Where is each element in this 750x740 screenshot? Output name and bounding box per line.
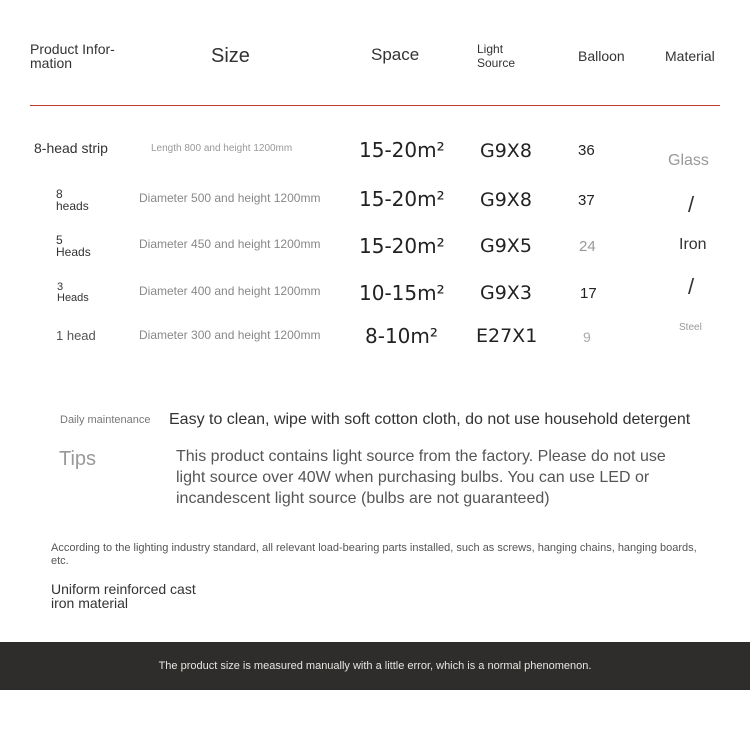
row-3-name: 5 Heads [56,233,91,259]
maintenance-label: Daily maintenance [60,414,151,426]
material-separator-2: / [688,274,695,299]
tips-label: Tips [59,448,97,470]
tips-text: This product contains light source from the factory. Please do not use light source over 40W when purchasing bulbs. You can use LED or incandescent light source (bulbs are not guaranteed) [176,448,666,507]
row-5-balloon: 9 [583,329,591,345]
material-glass: Glass [668,152,709,169]
header-space: Space [371,45,420,64]
row-2-size: Diameter 500 and height 1200mm [139,191,321,205]
row-4-name: 3 Heads [57,281,89,304]
row-3-source: G9X5 [480,235,532,257]
footer-text: The product size is measured manually with a little error, which is a normal phenomenon. [158,660,592,672]
header-material: Material [665,48,715,64]
row-4-balloon: 17 [580,285,597,302]
row-1-space: 15-20m² [359,138,445,162]
header-balloon: Balloon [578,48,625,64]
row-2-source: G9X8 [480,189,532,211]
row-3-space: 15-20m² [359,234,445,258]
row-1-balloon: 36 [578,142,595,159]
material-separator-1: / [688,192,695,217]
material-steel: Steel [679,322,702,333]
row-5-source: E27X1 [476,325,538,347]
row-4-space: 10-15m² [359,281,445,305]
row-1-size: Length 800 and height 1200mm [151,143,293,154]
row-4-size: Diameter 400 and height 1200mm [139,284,321,298]
row-2-space: 15-20m² [359,187,445,211]
maintenance-text: Easy to clean, wipe with soft cotton cloth, do not use household detergent [169,411,691,428]
row-3-balloon: 24 [579,238,596,255]
material-note: Uniform reinforced cast iron material [51,581,196,611]
row-1-source: G9X8 [480,140,532,162]
row-5-size: Diameter 300 and height 1200mm [139,328,321,342]
row-5-space: 8-10m² [365,324,438,348]
row-4-source: G9X3 [480,282,532,304]
footer-bar [0,642,750,690]
material-iron: Iron [679,236,707,253]
row-5-name: 1 head [56,328,96,343]
row-1-name: 8-head strip [34,140,108,156]
header-product-info: Product Infor- mation [30,41,115,71]
header-size: Size [211,45,250,67]
row-2-name: 8 heads [56,187,89,213]
header-light-source: Light Source [477,42,516,70]
row-2-balloon: 37 [578,192,595,209]
row-3-size: Diameter 450 and height 1200mm [139,237,321,251]
header-divider [30,105,720,106]
standard-note: According to the lighting industry standard, all relevant load-bearing parts installed, such as screws, hanging chains, hanging boards, etc. [51,542,697,567]
